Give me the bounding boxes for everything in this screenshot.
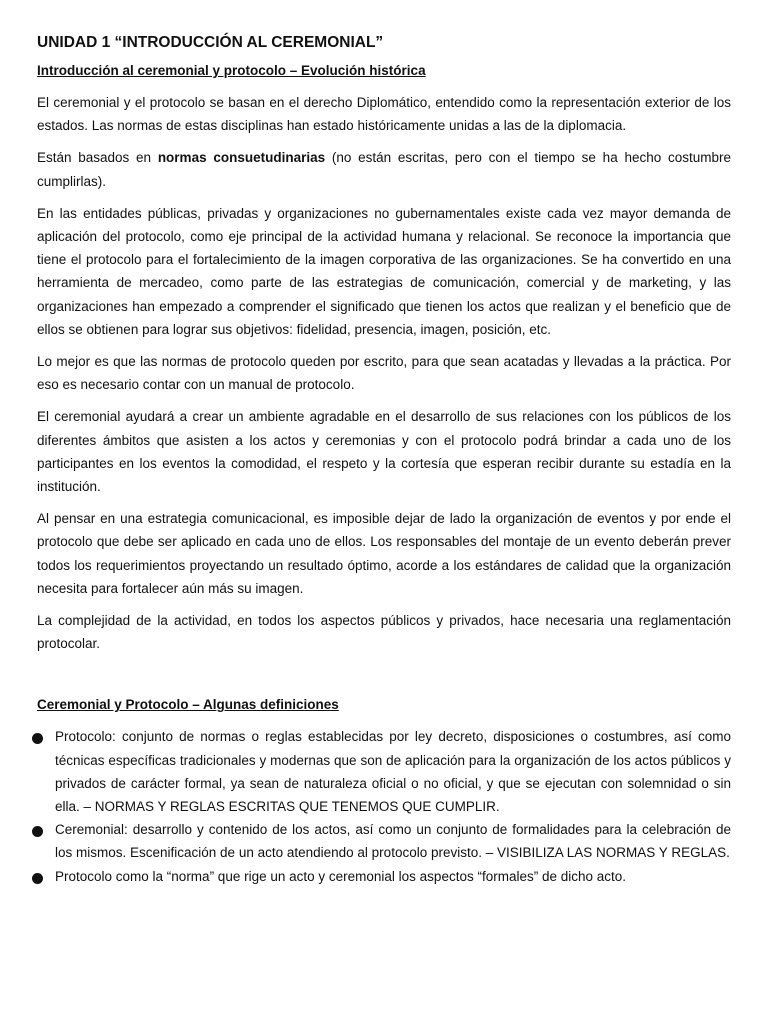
paragraph-2-text-start: Están basados en [37,150,158,166]
list-item-text: Ceremonial: desarrollo y contenido de los actos, así como un conjunto de formalidades para la celebración de los mismos. Escenificación de un acto atendiendo al protocolo previsto. – VISIBILIZA LAS NORMAS Y REGLAS. [55,822,731,861]
paragraph-3: En las entidades públicas, privadas y organizaciones no gubernamentales existe cada vez mayor demanda de aplicación del protocolo, como eje principal de la actividad humana y relacional. Se reconoce la importancia que tiene el protocolo para el fortalecimiento de la imagen corporativa de las organizaciones. Se ha convertido en una herramienta de mercadeo, como parte de las estrategias de comunicación, comercial y de marketing, y las organizaciones han empezado a comprender el significado que tienen los actos que realizan y el beneficio que de ellos se obtienen para lograr sus objetivos: fidelidad, presencia, imagen, posición, etc. [37,205,731,337]
paragraph-1: El ceremonial y el protocolo se basan en el derecho Diplomático, entendido como la representación exterior de los estados. Las normas de estas disciplinas han estado históricamente unidas a las de la diplomacia. [37,95,731,134]
bullet-icon [32,733,43,744]
section-spacer [37,664,731,696]
definitions-list [37,725,731,887]
list-item-text: Protocolo como la “norma” que rige un acto y ceremonial los aspectos “formales” de dicho acto. [55,868,627,884]
section-heading-introduccion: Introducción al ceremonial y protocolo – Evolución histórica [37,63,426,78]
paragraph-2 [37,146,731,192]
paragraph-6: Al pensar en una estrategia comunicacional, es imposible dejar de lado la organización de eventos y por ende el protocolo que debe ser aplicado en cada uno de ellos. Los responsables del montaje de un evento deberán prever todos los requerimientos proyectando un resultado óptimo, acorde a los estándares de calidad que la organización necesita para fortalecer aún más su imagen. [37,511,731,596]
list-item-text: Protocolo: conjunto de normas o reglas establecidas por ley decreto, disposiciones o costumbres, así como técnicas específicas tradicionales y modernas que son de aplicación para la organización de los actos públicos y privados de carácter formal, ya sean de naturaleza oficial o no oficial, y que se ejecutan con solemnidad o sin ella. – NORMAS Y REGLAS ESCRITAS QUE TENEMOS QUE CUMPLIR. [55,729,731,815]
paragraph-2-text-end: (no están escritas, pero con el tiempo se ha hecho costumbre cumplirlas). [37,150,731,189]
paragraph-2-bold-term: normas consuetudinarias [157,150,326,166]
paragraph-4: Lo mejor es que las normas de protocolo queden por escrito, para que sean acatadas y llevadas a la práctica. Por eso es necesario contar con un manual de protocolo. [37,354,731,393]
section-heading-definiciones: Ceremonial y Protocolo – Algunas definiciones [37,697,339,713]
list-item [37,865,731,888]
paragraph-7: La complejidad de la actividad, en todos los aspectos públicos y privados, hace necesaria una reglamentación protocolar. [37,613,731,652]
list-item [37,818,731,864]
bullet-icon [32,826,43,837]
list-item [37,725,731,818]
paragraph-5: El ceremonial ayudará a crear un ambiente agradable en el desarrollo de sus relaciones con los públicos de los diferentes ámbitos que asisten a los actos y ceremonias y con el protocolo podrá brindar a cada uno de los participantes en los eventos la comodidad, el respeto y la cortesía que esperan recibir durante su estadía en la institución. [37,409,731,495]
bullet-icon [32,873,43,884]
document-title: UNIDAD 1 “INTRODUCCIÓN AL CEREMONIAL” [37,34,384,51]
